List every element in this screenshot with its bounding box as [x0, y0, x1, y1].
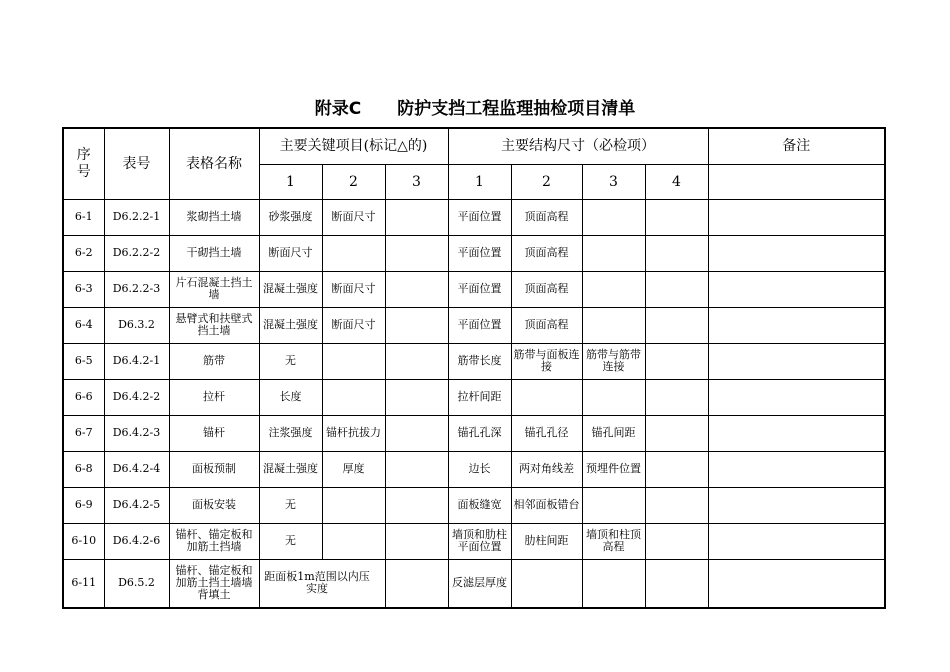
row-form-name: 拉杆 [169, 379, 259, 415]
row-key-item-3 [385, 307, 448, 343]
row-dim-2 [511, 559, 582, 608]
row-dim-2: 锚孔孔径 [511, 415, 582, 451]
row-dim-4 [645, 415, 708, 451]
table-row [63, 487, 885, 523]
row-key-item-1: 注浆强度 [259, 415, 322, 451]
row-seq: 6-11 [63, 559, 104, 608]
row-dim-3 [582, 307, 645, 343]
row-form-no: D6.3.2 [104, 307, 169, 343]
row-dim-2 [511, 379, 582, 415]
row-key-item-2 [322, 235, 385, 271]
row-dim-3 [582, 379, 645, 415]
row-dim-3: 预埋件位置 [582, 451, 645, 487]
row-form-no: D6.2.2-3 [104, 271, 169, 307]
row-form-name: 浆砌挡土墙 [169, 199, 259, 235]
row-key-item-1: 砂浆强度 [259, 199, 322, 235]
row-dim-1: 边长 [448, 451, 511, 487]
table-row [63, 523, 885, 559]
header-row [63, 128, 885, 164]
header-struct-dims: 主要结构尺寸（必检项） [448, 128, 708, 164]
row-form-name: 悬臂式和扶壁式挡土墙 [169, 307, 259, 343]
row-key-item-1: 长度 [259, 379, 322, 415]
row-dim-1: 平面位置 [448, 307, 511, 343]
row-seq: 6-8 [63, 451, 104, 487]
table-row [63, 379, 885, 415]
row-seq: 6-5 [63, 343, 104, 379]
row-key-item-merged: 距面板1m范围以内压实度 [259, 559, 385, 608]
row-form-no: D6.4.2-6 [104, 523, 169, 559]
row-form-name: 片石混凝土挡土墙 [169, 271, 259, 307]
row-key-item-2: 断面尺寸 [322, 307, 385, 343]
header-form-no: 表号 [104, 128, 169, 199]
row-dim-3 [582, 199, 645, 235]
row-note [708, 451, 885, 487]
row-dim-1: 筋带长度 [448, 343, 511, 379]
row-form-name: 面板安装 [169, 487, 259, 523]
row-form-no: D6.4.2-1 [104, 343, 169, 379]
row-key-item-1: 混凝土强度 [259, 451, 322, 487]
row-note [708, 379, 885, 415]
row-dim-2: 顶面高程 [511, 199, 582, 235]
row-key-item-2: 断面尺寸 [322, 199, 385, 235]
row-seq: 6-6 [63, 379, 104, 415]
remarks-sub [708, 164, 885, 199]
row-note [708, 199, 885, 235]
row-note [708, 523, 885, 559]
row-note [708, 559, 885, 608]
row-form-no: D6.4.2-5 [104, 487, 169, 523]
inspection-table [62, 127, 886, 609]
row-dim-3 [582, 271, 645, 307]
header-remarks: 备注 [708, 128, 885, 164]
row-key-item-3 [385, 379, 448, 415]
row-dim-4 [645, 271, 708, 307]
row-key-item-2 [322, 487, 385, 523]
header-seq: 序号 [63, 128, 104, 199]
row-dim-2: 顶面高程 [511, 271, 582, 307]
row-form-no: D6.4.2-4 [104, 451, 169, 487]
row-seq: 6-10 [63, 523, 104, 559]
row-seq: 6-3 [63, 271, 104, 307]
row-dim-4 [645, 451, 708, 487]
row-note [708, 343, 885, 379]
dim-col-4: 4 [645, 164, 708, 199]
row-seq: 6-2 [63, 235, 104, 271]
row-seq: 6-1 [63, 199, 104, 235]
row-key-item-3 [385, 235, 448, 271]
row-dim-1: 锚孔孔深 [448, 415, 511, 451]
row-key-item-3 [385, 523, 448, 559]
row-key-item-1: 混凝土强度 [259, 307, 322, 343]
row-key-item-1: 混凝土强度 [259, 271, 322, 307]
key-col-1: 1 [259, 164, 322, 199]
row-form-no: D6.5.2 [104, 559, 169, 608]
table-row [63, 307, 885, 343]
row-note [708, 487, 885, 523]
row-dim-1: 反滤层厚度 [448, 559, 511, 608]
row-note [708, 271, 885, 307]
row-form-no: D6.2.2-1 [104, 199, 169, 235]
table-row [63, 559, 885, 608]
row-dim-2: 顶面高程 [511, 235, 582, 271]
row-note [708, 415, 885, 451]
row-dim-2: 筋带与面板连接 [511, 343, 582, 379]
row-key-item-2: 锚杆抗拔力 [322, 415, 385, 451]
dim-col-1: 1 [448, 164, 511, 199]
row-dim-1: 墙顶和肋柱平面位置 [448, 523, 511, 559]
row-key-item-1: 无 [259, 487, 322, 523]
row-key-item-3 [385, 343, 448, 379]
header-form-name: 表格名称 [169, 128, 259, 199]
row-key-item-1: 无 [259, 343, 322, 379]
row-form-name: 锚杆 [169, 415, 259, 451]
row-form-no: D6.4.2-3 [104, 415, 169, 451]
row-dim-1: 拉杆间距 [448, 379, 511, 415]
row-key-item-2: 断面尺寸 [322, 271, 385, 307]
row-dim-3: 墙顶和柱顶高程 [582, 523, 645, 559]
key-col-2: 2 [322, 164, 385, 199]
table-row [63, 235, 885, 271]
row-form-name: 面板预制 [169, 451, 259, 487]
row-dim-4 [645, 235, 708, 271]
row-form-name: 锚杆、锚定板和加筋土挡墙 [169, 523, 259, 559]
row-dim-2: 相邻面板错台 [511, 487, 582, 523]
table-row [63, 199, 885, 235]
row-form-name: 锚杆、锚定板和加筋土挡土墙墙背填土 [169, 559, 259, 608]
row-dim-1: 面板缝宽 [448, 487, 511, 523]
dim-col-2: 2 [511, 164, 582, 199]
table-row [63, 451, 885, 487]
row-dim-2: 顶面高程 [511, 307, 582, 343]
row-dim-3 [582, 235, 645, 271]
row-key-item-2 [322, 379, 385, 415]
dim-col-3: 3 [582, 164, 645, 199]
row-dim-4 [645, 343, 708, 379]
row-dim-1: 平面位置 [448, 235, 511, 271]
row-key-item-3 [385, 199, 448, 235]
row-key-item-2 [322, 343, 385, 379]
row-seq: 6-9 [63, 487, 104, 523]
row-dim-3 [582, 487, 645, 523]
row-dim-1: 平面位置 [448, 199, 511, 235]
key-col-3: 3 [385, 164, 448, 199]
title-text: 防护支挡工程监理抽检项目清单 [397, 99, 636, 119]
row-dim-4 [645, 199, 708, 235]
row-note [708, 235, 885, 271]
row-seq: 6-4 [63, 307, 104, 343]
row-form-no: D6.4.2-2 [104, 379, 169, 415]
row-note [708, 307, 885, 343]
row-key-item-1: 无 [259, 523, 322, 559]
row-seq: 6-7 [63, 415, 104, 451]
appendix-label: 附录C [314, 99, 362, 119]
row-dim-4 [645, 523, 708, 559]
page-title [0, 94, 950, 119]
row-dim-2: 肋柱间距 [511, 523, 582, 559]
row-key-item-3 [385, 451, 448, 487]
row-key-item-3 [385, 415, 448, 451]
row-dim-4 [645, 307, 708, 343]
row-dim-4 [645, 487, 708, 523]
table-row [63, 343, 885, 379]
row-form-name: 干砌挡土墙 [169, 235, 259, 271]
row-key-item-3 [385, 271, 448, 307]
row-key-item-2: 厚度 [322, 451, 385, 487]
table-row [63, 271, 885, 307]
row-dim-1: 平面位置 [448, 271, 511, 307]
row-form-name: 筋带 [169, 343, 259, 379]
header-key-items: 主要关键项目(标记△的) [259, 128, 448, 164]
row-dim-3: 筋带与筋带连接 [582, 343, 645, 379]
row-dim-2: 两对角线差 [511, 451, 582, 487]
table-row [63, 415, 885, 451]
row-key-item-2 [322, 523, 385, 559]
row-key-item-3 [385, 487, 448, 523]
row-form-no: D6.2.2-2 [104, 235, 169, 271]
row-dim-3 [582, 559, 645, 608]
row-dim-3: 锚孔间距 [582, 415, 645, 451]
row-dim-4 [645, 379, 708, 415]
row-key-item-1: 断面尺寸 [259, 235, 322, 271]
row-key-item-3 [385, 559, 448, 608]
row-dim-4 [645, 559, 708, 608]
